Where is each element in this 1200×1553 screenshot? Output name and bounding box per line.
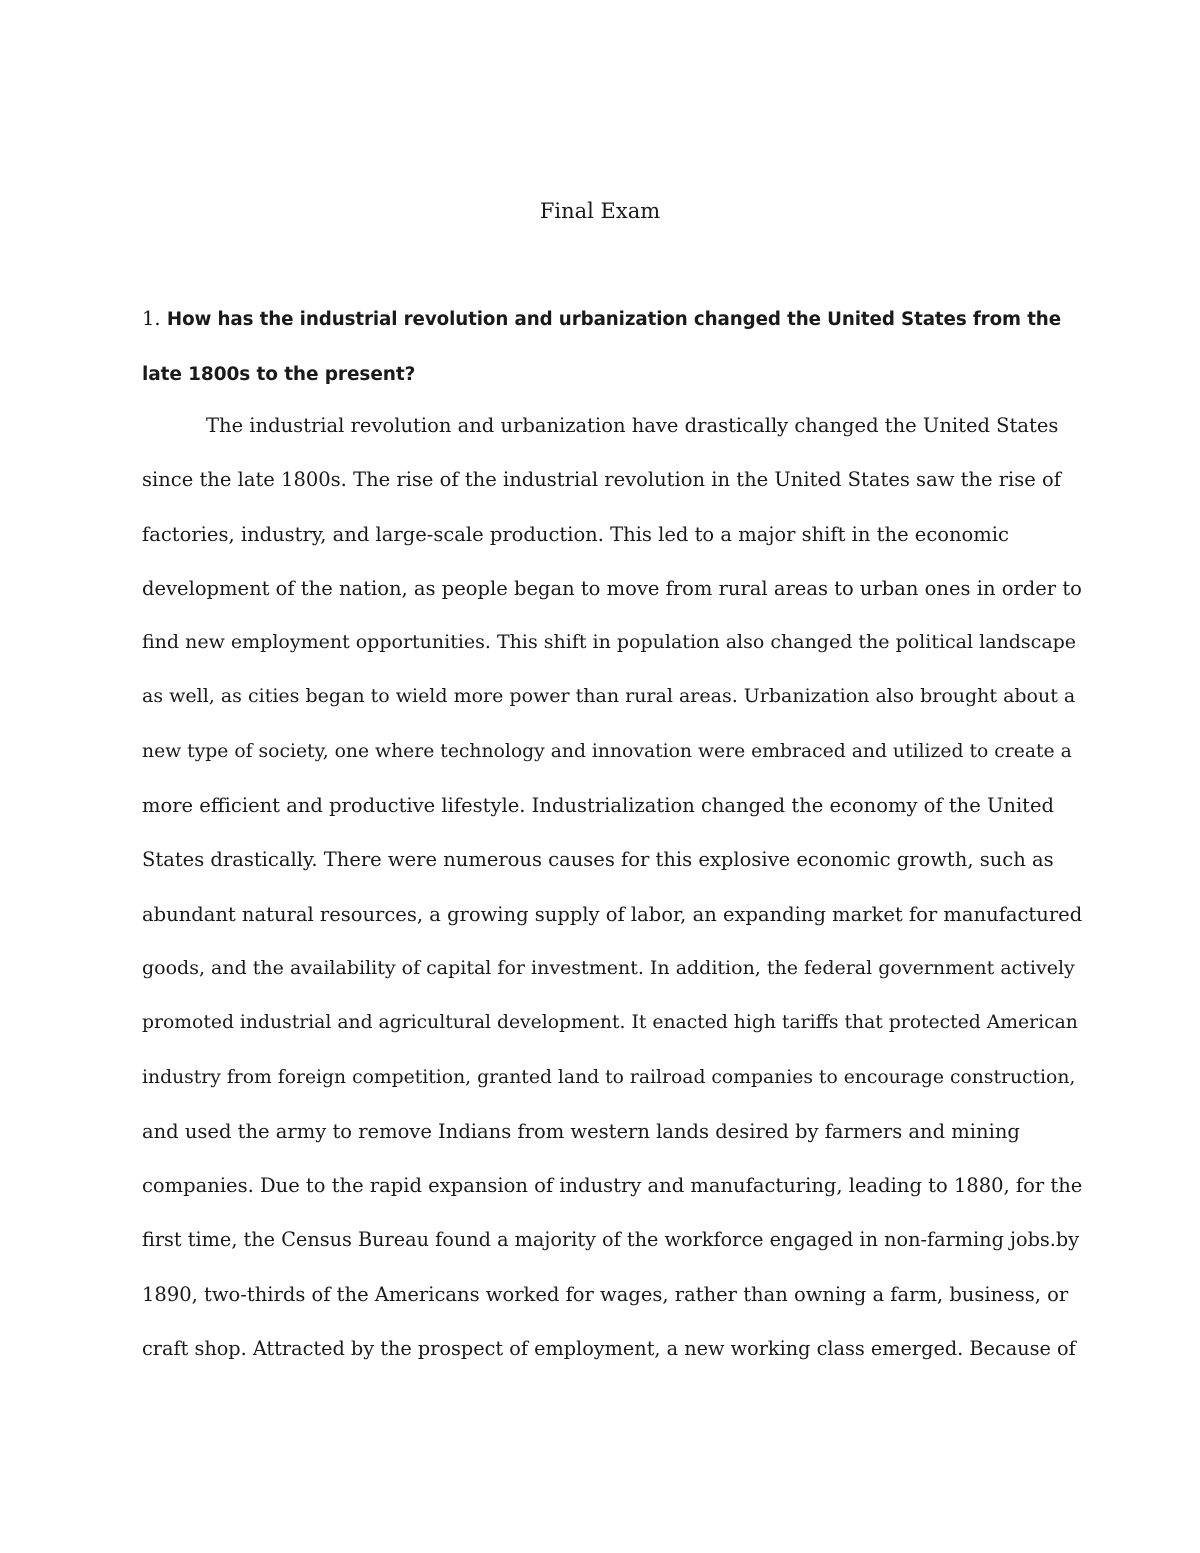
answer-line: The industrial revolution and urbanization have drastically changed the United States <box>206 414 1059 437</box>
answer-line: new type of society, one where technology and innovation were embraced and utilized to create a <box>142 740 1072 762</box>
answer-line: 1890, two-thirds of the Americans worked for wages, rather than owning a farm, business, or <box>142 1282 1069 1306</box>
answer-line: development of the nation, as people began to move from rural areas to urban ones in order to <box>142 576 1082 600</box>
answer-line: companies. Due to the rapid expansion of industry and manufacturing, leading to 1880, for the <box>142 1174 1083 1198</box>
question-text-line-2: late 1800s to the present? <box>142 363 416 385</box>
question-text-line-1: How has the industrial revolution and urbanization changed the United States from the <box>166 309 1061 330</box>
answer-paragraph <box>142 412 1082 1389</box>
answer-line: goods, and the availability of capital for investment. In addition, the federal government actively <box>142 956 1075 979</box>
answer-line: and used the army to remove Indians from western lands desired by farmers and mining <box>142 1119 1020 1143</box>
answer-line: find new employment opportunities. This shift in population also changed the political landscape <box>142 631 1077 654</box>
answer-line: industry from foreign competition, granted land to railroad companies to encourage construction, <box>142 1066 1076 1088</box>
answer-line: more efficient and productive lifestyle. Industrialization changed the economy of the United <box>142 794 1055 818</box>
answer-line: factories, industry, and large-scale production. This led to a major shift in the economic <box>142 522 1009 546</box>
question-block <box>142 305 1072 414</box>
answer-line: since the late 1800s. The rise of the industrial revolution in the United States saw the rise of <box>142 468 1061 492</box>
answer-line: States drastically. There were numerous causes for this explosive economic growth, such as <box>142 848 1054 872</box>
answer-line: first time, the Census Bureau found a majority of the workforce engaged in non-farming jobs.by <box>142 1228 1080 1252</box>
question-number: 1. <box>142 307 161 330</box>
question-line <box>142 360 1072 387</box>
answer-line: promoted industrial and agricultural development. It enacted high tariffs that protected American <box>142 1012 1078 1034</box>
answer-line: abundant natural resources, a growing supply of labor, an expanding market for manufactured <box>142 902 1083 926</box>
answer-line: as well, as cities began to wield more power than rural areas. Urbanization also brought about a <box>142 685 1076 708</box>
answer-line: craft shop. Attracted by the prospect of employment, a new working class emerged. Because of <box>142 1337 1076 1361</box>
document-title: Final Exam <box>539 199 661 223</box>
question-line <box>142 305 1072 332</box>
